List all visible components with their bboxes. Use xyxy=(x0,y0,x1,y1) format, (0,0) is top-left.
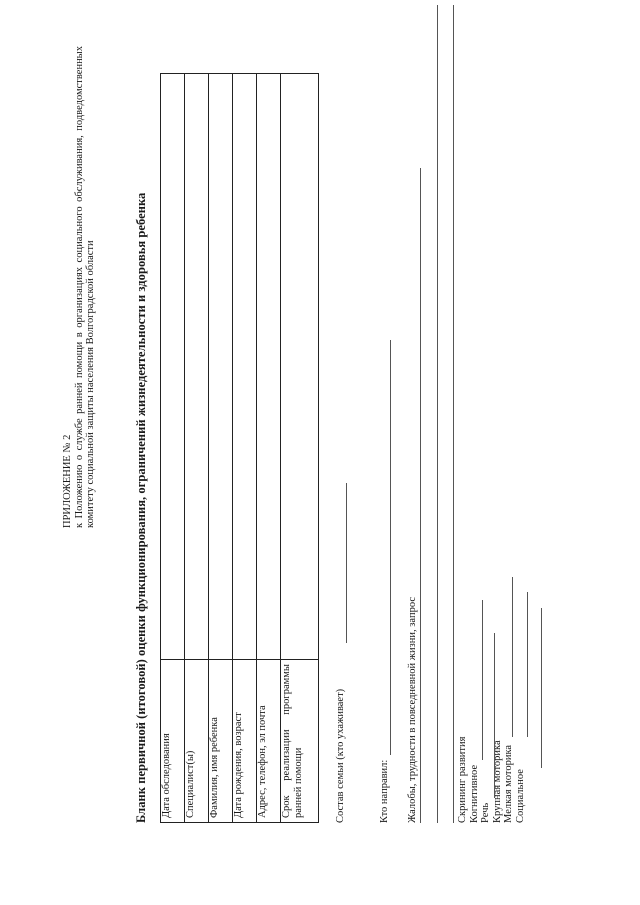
cognitive-line[interactable] xyxy=(482,600,483,760)
form-title: Бланк первичной (итоговой) оценки функционирования, ограничений жизнедеятельности и здоровья ребенка xyxy=(134,192,148,823)
row-value xyxy=(233,74,257,660)
screening-item: Когнитивное xyxy=(468,764,480,823)
row-value xyxy=(185,74,209,660)
complaints-label: Жалобы, трудности в повседневной жизни, запрос xyxy=(407,597,418,823)
appendix-title: ПРИЛОЖЕНИЕ № 2 xyxy=(62,434,73,528)
complaints-line-2[interactable] xyxy=(437,5,438,823)
row-label: Адрес, телефон, эл почта xyxy=(257,660,281,823)
row-label: Дата обследования xyxy=(161,660,185,823)
table-row xyxy=(257,74,281,823)
complaints-line-1[interactable] xyxy=(420,168,421,823)
referral-line[interactable] xyxy=(390,340,391,755)
screening-item: Речь xyxy=(480,802,492,823)
screening-item: Мелкая моторика xyxy=(503,744,515,823)
appendix-text: к Положению о службе ранней помощи в организациях социального обслуживания, подведомственных комитету социальной защиты населения Волгоградской области xyxy=(73,46,97,528)
referral-label: Кто направил: xyxy=(379,759,390,823)
screening-title: Скрининг развития xyxy=(457,736,468,823)
screening-item: Крупная моторика xyxy=(491,740,503,823)
screening-block xyxy=(457,737,527,823)
screening-item: Социальное xyxy=(514,769,526,823)
table-row xyxy=(209,74,233,823)
row-value xyxy=(281,74,319,660)
row-label: Специалист(ы) xyxy=(185,660,209,823)
family-composition-label: Состав семьи (кто ухаживает) xyxy=(335,688,346,823)
row-value xyxy=(257,74,281,660)
speech-line[interactable] xyxy=(494,633,495,798)
row-label: Фамилия, имя ребенка xyxy=(209,660,233,823)
row-value xyxy=(161,74,185,660)
fine-motor-line[interactable] xyxy=(527,592,528,737)
complaints-line-3[interactable] xyxy=(453,5,454,823)
row-label: Срок реализации программы ранней помощи xyxy=(281,660,319,823)
social-line[interactable] xyxy=(541,608,542,768)
appendix-header xyxy=(62,46,97,528)
table-row xyxy=(281,74,319,823)
table-row xyxy=(233,74,257,823)
table-row xyxy=(161,74,185,823)
family-composition-line[interactable] xyxy=(346,483,347,643)
gross-motor-line[interactable] xyxy=(512,577,513,737)
table-row xyxy=(185,74,209,823)
child-info-table xyxy=(160,73,319,823)
row-value xyxy=(209,74,233,660)
row-label: Дата рождения, возраст xyxy=(233,660,257,823)
